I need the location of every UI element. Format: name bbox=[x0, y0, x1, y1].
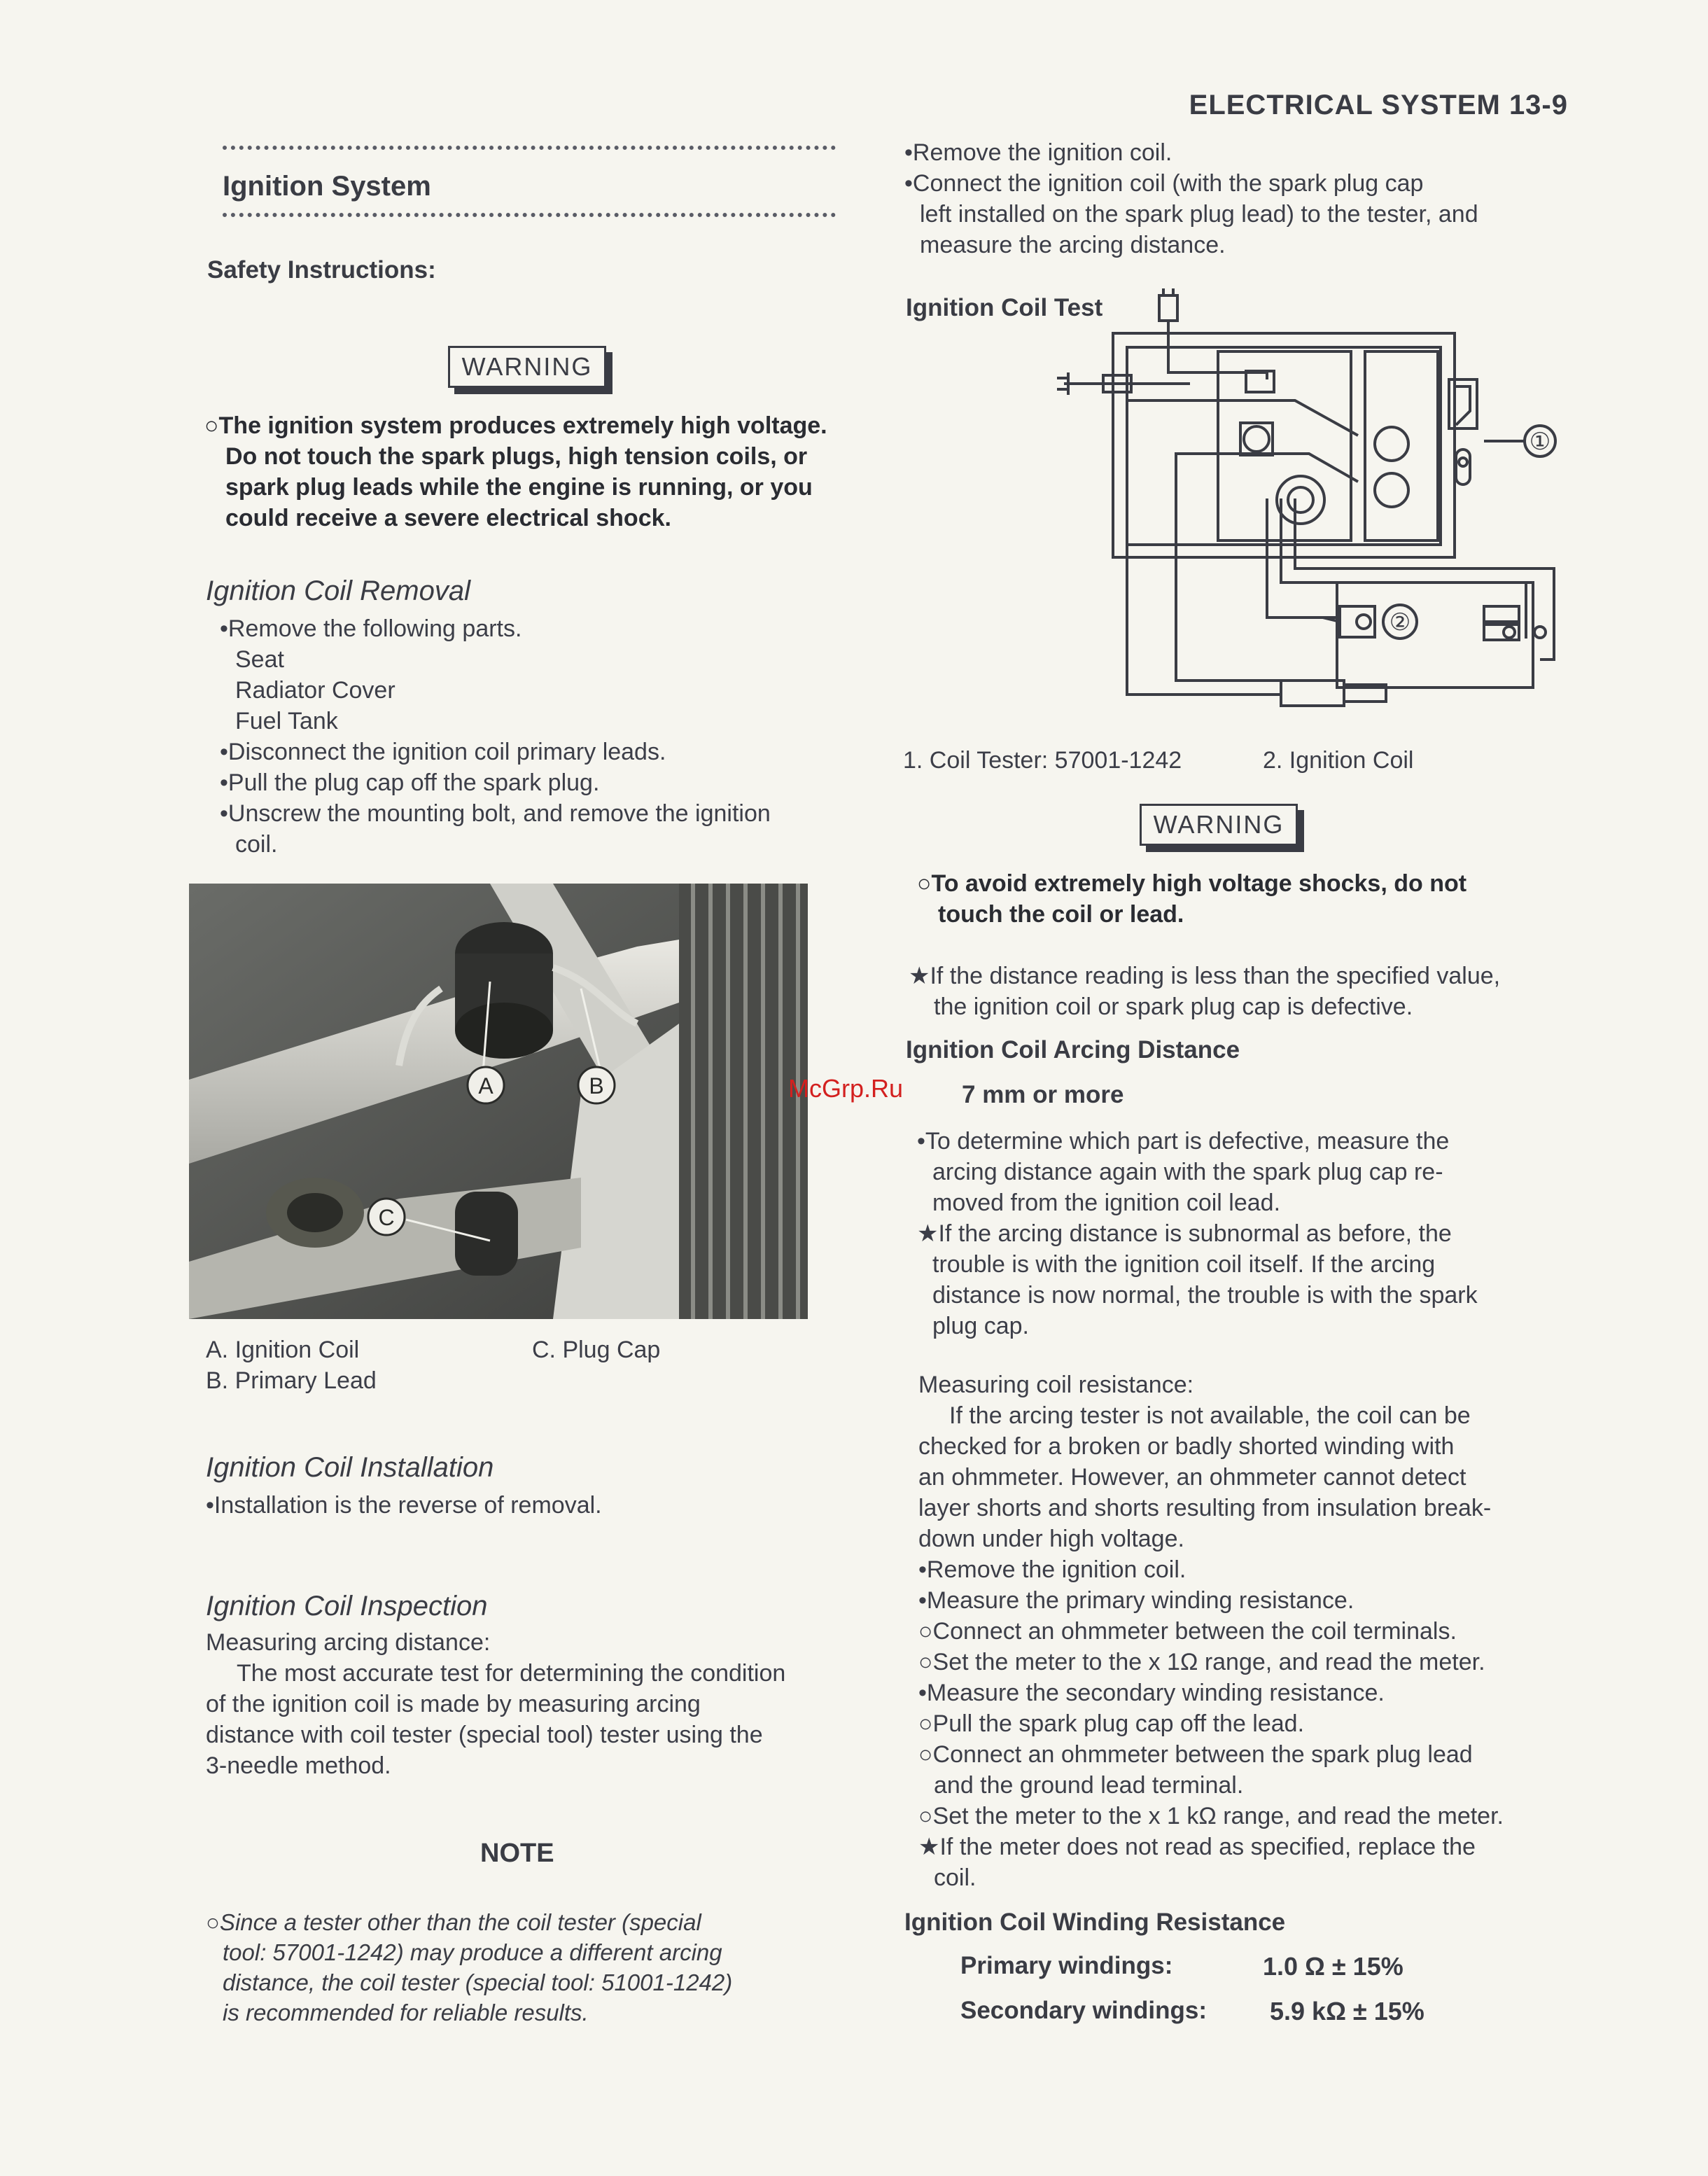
resistance-line: ○Connect an ohmmeter between the coil terminals. bbox=[918, 1618, 1457, 1645]
inspection-line: of the ignition coil is made by measuring arcing bbox=[206, 1691, 701, 1717]
warning-line: ○To avoid extremely high voltage shocks, do not bbox=[917, 870, 1467, 897]
intro-line: left installed on the spark plug lead) to the tester, and bbox=[920, 201, 1478, 228]
page-header: ELECTRICAL SYSTEM 13-9 bbox=[1189, 90, 1568, 120]
removal-line: •Disconnect the ignition coil primary leads. bbox=[220, 739, 666, 765]
warning-text bbox=[204, 410, 848, 533]
resistance-line: •Measure the primary winding resistance. bbox=[918, 1587, 1354, 1614]
installation-heading: Ignition Coil Installation bbox=[206, 1452, 494, 1483]
coil-test-diagram bbox=[1036, 288, 1582, 737]
photo-marker-b: B bbox=[589, 1073, 604, 1099]
warning-text-right bbox=[917, 868, 1547, 930]
resistance-line: •Measure the secondary winding resistance. bbox=[918, 1680, 1385, 1706]
determine-line: •To determine which part is defective, measure the bbox=[917, 1128, 1450, 1155]
removal-line: coil. bbox=[235, 831, 278, 858]
resistance-line: checked for a broken or badly shorted winding with bbox=[918, 1433, 1455, 1460]
resistance-sub: Measuring coil resistance: bbox=[918, 1372, 1194, 1398]
removal-line: •Remove the following parts. bbox=[220, 615, 522, 642]
note-heading: NOTE bbox=[480, 1839, 554, 1868]
inspection-line: The most accurate test for determining the condition bbox=[237, 1660, 786, 1687]
inspection-text bbox=[206, 1658, 837, 1781]
inspection-heading: Ignition Coil Inspection bbox=[206, 1591, 488, 1621]
resistance-line: ○Set the meter to the x 1Ω range, and read the meter. bbox=[918, 1649, 1485, 1675]
inspection-sub: Measuring arcing distance: bbox=[206, 1629, 491, 1656]
diagram-caption-1: 1. Coil Tester: 57001-1242 bbox=[903, 747, 1182, 774]
arcing-heading: Ignition Coil Arcing Distance bbox=[906, 1036, 1240, 1063]
note-line: is recommended for reliable results. bbox=[223, 2000, 589, 2025]
removal-line: Radiator Cover bbox=[235, 677, 396, 704]
resistance-line: •Remove the ignition coil. bbox=[918, 1556, 1186, 1583]
determine-line: plug cap. bbox=[932, 1313, 1029, 1339]
resistance-steps bbox=[918, 1400, 1540, 1893]
warning-line: ○The ignition system produces extremely high voltage. bbox=[204, 412, 827, 439]
photo-caption-b: B. Primary Lead bbox=[206, 1367, 377, 1394]
photo-marker-a: A bbox=[478, 1073, 493, 1099]
star-line: the ignition coil or spark plug cap is defective. bbox=[934, 993, 1413, 1020]
determine-line: moved from the ignition coil lead. bbox=[932, 1190, 1281, 1216]
determine-steps bbox=[917, 1126, 1539, 1341]
warning-label-right: WARNING bbox=[1140, 804, 1298, 846]
resistance-line: If the arcing tester is not available, the coil can be bbox=[949, 1402, 1471, 1429]
primary-label: Primary windings: bbox=[960, 1952, 1173, 1979]
removal-line: Seat bbox=[235, 646, 284, 673]
resistance-line: ★If the meter does not read as specified, replace the bbox=[918, 1834, 1476, 1860]
note-text bbox=[206, 1907, 837, 2028]
primary-value: 1.0 Ω ± 15% bbox=[1263, 1952, 1404, 1981]
inspection-line: distance with coil tester (special tool) tester using the bbox=[206, 1722, 763, 1748]
resistance-line: coil. bbox=[934, 1864, 976, 1891]
inspection-line: 3-needle method. bbox=[206, 1752, 391, 1779]
determine-line: distance is now normal, the trouble is with the spark bbox=[932, 1282, 1478, 1309]
section-top-rule bbox=[223, 146, 836, 150]
removal-steps bbox=[220, 613, 850, 860]
resistance-line: ○Connect an ohmmeter between the spark plug lead bbox=[918, 1741, 1473, 1768]
photo-caption-c: C. Plug Cap bbox=[532, 1337, 661, 1363]
determine-line: ★If the arcing distance is subnormal as before, the bbox=[917, 1220, 1452, 1247]
secondary-value: 5.9 kΩ ± 15% bbox=[1270, 1997, 1424, 2025]
warning-line: spark plug leads while the engine is running, or you bbox=[225, 474, 813, 501]
distance-check bbox=[909, 961, 1546, 1022]
arcing-value: 7 mm or more bbox=[962, 1081, 1124, 1108]
photo-marker-c: C bbox=[378, 1205, 395, 1230]
installation-line: •Installation is the reverse of removal. bbox=[206, 1492, 602, 1519]
removal-line: Fuel Tank bbox=[235, 708, 338, 734]
photo-caption-a: A. Ignition Coil bbox=[206, 1337, 360, 1363]
watermark-text: McGrp.Ru bbox=[788, 1074, 904, 1103]
note-line: distance, the coil tester (special tool: 51001-1242) bbox=[223, 1969, 733, 1995]
ignition-coil-photo bbox=[189, 884, 808, 1319]
resistance-line: down under high voltage. bbox=[918, 1526, 1184, 1552]
winding-heading: Ignition Coil Winding Resistance bbox=[904, 1909, 1286, 1936]
intro-line: measure the arcing distance. bbox=[920, 232, 1226, 258]
removal-line: •Pull the plug cap off the spark plug. bbox=[220, 769, 600, 796]
intro-line: •Remove the ignition coil. bbox=[904, 139, 1172, 166]
secondary-label: Secondary windings: bbox=[960, 1997, 1207, 2024]
star-line: ★If the distance reading is less than the specified value, bbox=[909, 963, 1501, 989]
intro-line: •Connect the ignition coil (with the spark plug cap bbox=[904, 170, 1424, 197]
resistance-line: and the ground lead terminal. bbox=[934, 1772, 1244, 1799]
resistance-line: ○Pull the spark plug cap off the lead. bbox=[918, 1710, 1305, 1737]
determine-line: arcing distance again with the spark plug cap re- bbox=[932, 1159, 1443, 1185]
diagram-caption-2: 2. Ignition Coil bbox=[1263, 747, 1414, 774]
intro-steps bbox=[904, 137, 1534, 260]
section-title: Ignition System bbox=[223, 171, 431, 202]
determine-line: trouble is with the ignition coil itself. If the arcing bbox=[932, 1251, 1436, 1278]
resistance-line: layer shorts and shorts resulting from insulation break- bbox=[918, 1495, 1492, 1521]
callout-2: ② bbox=[1389, 609, 1411, 636]
removal-heading: Ignition Coil Removal bbox=[206, 576, 470, 606]
removal-line: •Unscrew the mounting bolt, and remove the ignition bbox=[220, 800, 771, 827]
safety-heading: Safety Instructions: bbox=[207, 256, 436, 284]
section-bottom-rule bbox=[223, 213, 836, 217]
warning-line: touch the coil or lead. bbox=[938, 901, 1184, 928]
note-line: tool: 57001-1242) may produce a different arcing bbox=[223, 1939, 722, 1965]
resistance-line: ○Set the meter to the x 1 kΩ range, and read the meter. bbox=[918, 1803, 1504, 1829]
note-line: ○Since a tester other than the coil tester (special bbox=[206, 1909, 701, 1935]
warning-line: Do not touch the spark plugs, high tension coils, or bbox=[225, 443, 808, 470]
warning-line: could receive a severe electrical shock. bbox=[225, 505, 671, 531]
warning-label: WARNING bbox=[448, 346, 606, 388]
resistance-line: an ohmmeter. However, an ohmmeter cannot detect bbox=[918, 1464, 1466, 1491]
callout-1: ① bbox=[1529, 428, 1551, 455]
diagram-title: Ignition Coil Test bbox=[906, 294, 1103, 321]
